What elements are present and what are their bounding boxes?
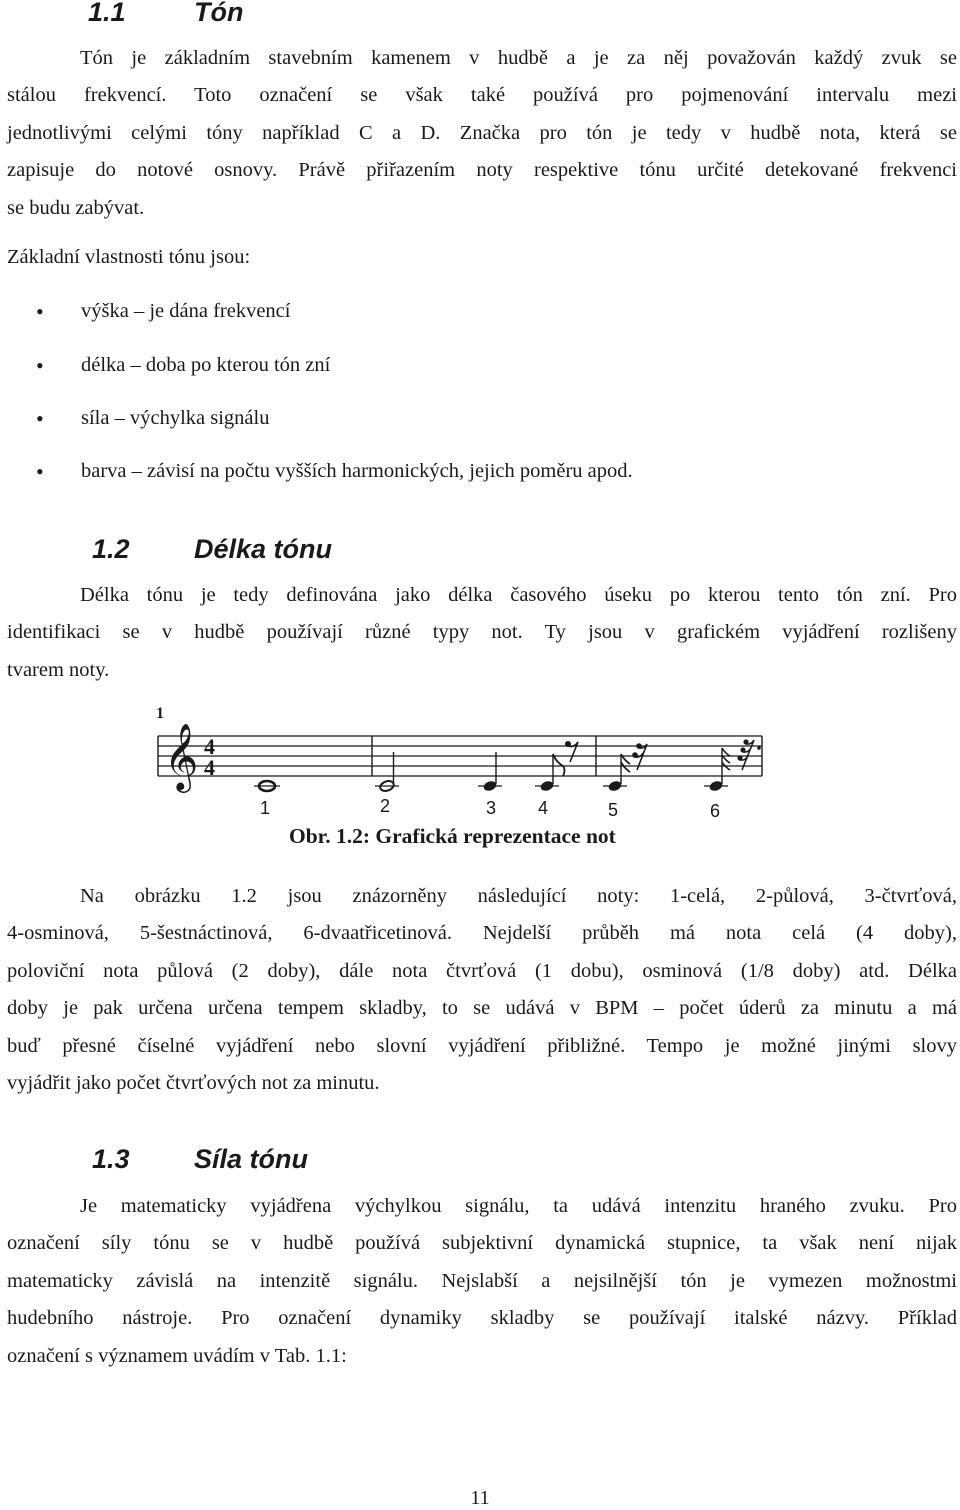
text-line: 4-osminová, 5-šestnáctinová, 6-dvaatřicetinová. Nejdelší průběh má nota celá (4 doby), xyxy=(7,922,957,945)
note-label: 5 xyxy=(608,800,619,820)
bullet-icon: • xyxy=(36,299,44,324)
thirty-second-note-icon xyxy=(704,748,730,792)
text-line: Délka tónu je tedy definována jako délka časového úseku po kterou tento tón zní. Pro xyxy=(80,584,957,606)
text-line: doby je pak určena určena tempem skladby, to se udává v BPM – počet úderů za minutu a má xyxy=(7,997,957,1020)
text-line: označení s významem uvádím v Tab. 1.1: xyxy=(7,1344,347,1367)
list-item-text: výška – je dána frekvencí xyxy=(81,300,291,322)
list-item-text: barva – závisí na počtu vyšších harmonických, jejich poměru apod. xyxy=(81,460,633,482)
text-line: vyjádřit jako počet čtvrťových not za minutu. xyxy=(7,1071,380,1094)
bullet-icon: • xyxy=(36,406,44,431)
page-number: 11 xyxy=(470,1487,490,1509)
section-title: Síla tónu xyxy=(194,1144,308,1174)
text-line: zapisuje do notové osnovy. Právě přiřazením noty respektive tónu určité detekované frekvenci xyxy=(7,159,957,182)
section-1-1-paragraph xyxy=(7,40,957,227)
figure-caption: Obr. 1.2: Grafická reprezentace not xyxy=(289,824,616,848)
music-notation-figure xyxy=(150,700,770,820)
text-line: hudebního nástroje. Pro označení dynamiky skladby se používají italské názvy. Příklad xyxy=(7,1307,957,1330)
section-heading-1-3 xyxy=(92,1144,308,1175)
measure-number: 1 xyxy=(156,705,164,722)
section-number: 1.1 xyxy=(88,0,126,27)
text-line: poloviční nota půlová (2 doby), dále nota čtvrťová (1 dobu), osminová (1/8 doby) atd. Délka xyxy=(7,959,957,982)
section-1-2-paragraph-2 xyxy=(7,878,957,1102)
text-line: se budu zabývat. xyxy=(7,196,145,219)
list-item-text: síla – výchylka signálu xyxy=(81,407,270,429)
time-signature-top: 4 xyxy=(204,734,215,759)
text-line: identifikaci se v hudbě používají různé typy not. Ty jsou v grafickém vyjádření rozlišeny xyxy=(7,621,957,644)
properties-intro: Základní vlastnosti tónu jsou: xyxy=(7,246,251,268)
time-signature-bottom: 4 xyxy=(204,755,215,780)
text-line: jednotlivými celými tóny například C a D. Značka pro tón je tedy v hudbě nota, která se xyxy=(7,121,957,144)
bullet-icon: • xyxy=(36,459,44,484)
treble-clef-icon: 𝄞 xyxy=(164,722,199,790)
note-label: 1 xyxy=(260,798,271,818)
section-number: 1.2 xyxy=(92,534,130,564)
quarter-note-icon xyxy=(478,752,502,792)
eighth-note-icon xyxy=(535,754,565,792)
note-label: 4 xyxy=(538,798,549,818)
text-line: tvarem noty. xyxy=(7,658,110,681)
eighth-rest-icon xyxy=(565,741,578,762)
note-label: 2 xyxy=(380,796,391,816)
section-1-2-paragraph-1 xyxy=(7,577,957,689)
text-line: Je matematicky vyjádřena výchylkou signálu, ta udává intenzitu hraného zvuku. Pro xyxy=(80,1195,957,1217)
sixteenth-note-icon xyxy=(603,754,630,792)
note-label: 3 xyxy=(486,798,497,818)
text-line: Tón je základním stavebním kamenem v hudbě a je za něj považován každý zvuk se xyxy=(80,47,957,69)
text-line: matematicky závislá na intenzitě signálu. Nejslabší a nejsilnější tón je vymezen možnostmi xyxy=(7,1269,957,1292)
section-title: Tón xyxy=(194,0,244,27)
whole-note-icon xyxy=(254,781,280,791)
section-heading-1-1 xyxy=(88,0,244,28)
text-line: stálou frekvencí. Toto označení se však také používá pro pojmenování intervalu mezi xyxy=(7,84,957,107)
section-title: Délka tónu xyxy=(194,534,333,564)
text-line: označení síly tónu se v hudbě používá subjektivní dynamická stupnice, ta však není nijak xyxy=(7,1232,957,1255)
list-item-text: délka – doba po kterou tón zní xyxy=(81,354,331,376)
section-1-3-paragraph xyxy=(7,1188,957,1375)
bullet-icon: • xyxy=(36,353,44,378)
section-number: 1.3 xyxy=(92,1144,130,1174)
text-line: buď přesné číselné vyjádření nebo slovní vyjádření přibližné. Tempo je možné jinými slovy xyxy=(7,1034,957,1057)
text-line: Na obrázku 1.2 jsou znázorněny následující noty: 1-celá, 2-půlová, 3-čtvrťová, xyxy=(80,885,957,907)
staff xyxy=(158,736,762,776)
note-label: 6 xyxy=(710,801,721,820)
half-note-icon xyxy=(375,752,399,793)
section-heading-1-2 xyxy=(92,534,333,565)
